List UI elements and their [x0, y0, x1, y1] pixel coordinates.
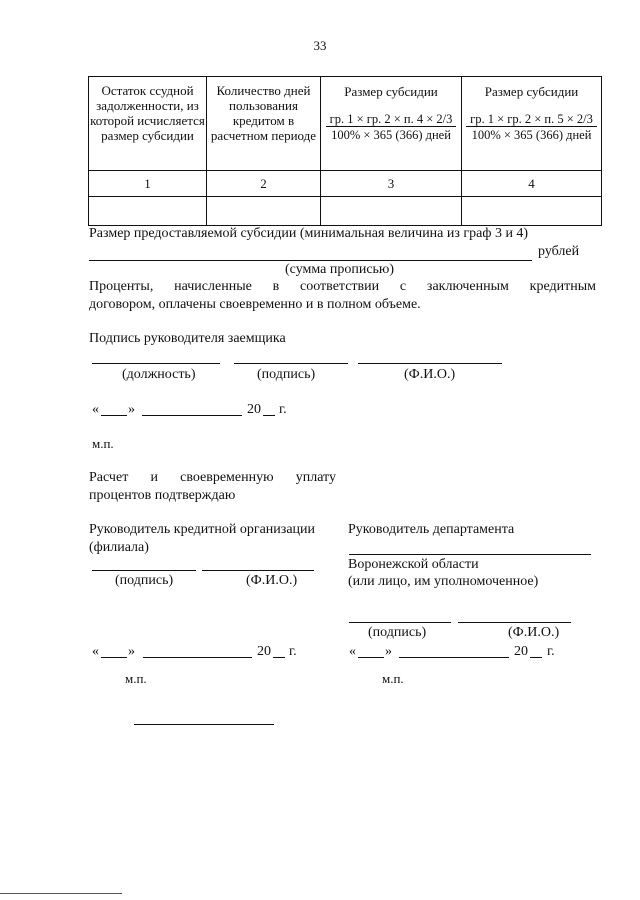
seal-place: м.п.: [92, 436, 114, 451]
table-row-divider: [88, 170, 602, 171]
credit-org-signature-line: [92, 570, 196, 571]
table-row-divider: [88, 196, 602, 197]
day-blank: [101, 415, 127, 416]
borrower-signature-title: Подпись руководителя заемщика: [89, 331, 286, 346]
column-number: 1: [144, 176, 151, 191]
seal-place-right: м.п.: [382, 671, 404, 686]
rubles-label: рублей: [538, 244, 580, 259]
sum-in-words-caption: (сумма прописью): [285, 262, 395, 277]
month-blank: [143, 657, 252, 658]
table-border-top: [88, 76, 602, 77]
confirm-line1: Расчет и своевременную уплату: [89, 470, 336, 485]
department-head-line1: Руководитель департамента: [348, 522, 515, 537]
department-underline: [349, 554, 591, 555]
formula-4-numerator: гр. 1 × гр. 2 × п. 5 × 2/3: [470, 112, 593, 126]
formula-3-denominator: 100% × 365 (366) дней: [331, 128, 451, 142]
table-border-left: [88, 76, 89, 225]
department-signature-caption: (подпись): [368, 625, 427, 640]
seal-place-left: м.п.: [125, 671, 147, 686]
department-signature-line: [349, 622, 451, 623]
table-header-balance: Остаток ссудной задолженности, из которой исчисляется размер субсидии: [90, 83, 205, 143]
closing-rule: [134, 724, 274, 725]
quote-close: »: [128, 402, 135, 417]
year-prefix: 20: [247, 402, 261, 417]
fio-line: [358, 363, 502, 364]
subsidy-amount-label: Размер предоставляемой субсидии (минимальная величина из граф 3 и 4): [89, 226, 529, 241]
formula-3-fraction-bar: [326, 126, 456, 127]
quote-open: «: [92, 402, 99, 417]
credit-org-fio-caption: (Ф.И.О.): [246, 573, 298, 588]
credit-org-fio-line: [202, 570, 314, 571]
department-head-line3: (или лицо, им уполномоченное): [348, 574, 539, 589]
department-head-line2: Воронежской области: [348, 557, 479, 572]
year-blank: [273, 657, 285, 658]
formula-3-numerator: гр. 1 × гр. 2 × п. 4 × 2/3: [329, 112, 453, 126]
quote-close: »: [385, 644, 392, 659]
footer-rule: [0, 893, 122, 894]
column-number: 4: [528, 176, 535, 191]
credit-org-signature-caption: (подпись): [115, 573, 174, 588]
quote-open: «: [92, 644, 99, 659]
interest-paragraph-line2: договором, оплачены своевременно и в полном объеме.: [89, 297, 421, 312]
table-header-subsidy-3: Размер субсидии: [344, 84, 438, 99]
credit-org-head-line2: (филиала): [89, 540, 149, 555]
department-fio-line: [458, 622, 571, 623]
year-suffix: г.: [279, 402, 287, 417]
position-caption: (должность): [122, 367, 196, 382]
year-prefix: 20: [257, 644, 271, 659]
table-header-days: Количество дней пользования кредитом в расчетном периоде: [210, 83, 317, 143]
signature-line: [234, 363, 348, 364]
formula-4-fraction-bar: [466, 126, 597, 127]
table-header-subsidy-4: Размер субсидии: [484, 84, 579, 99]
column-number: 3: [387, 176, 395, 191]
quote-open: «: [349, 644, 356, 659]
signature-caption: (подпись): [257, 367, 316, 382]
year-suffix: г.: [547, 644, 555, 659]
year-blank: [530, 657, 542, 658]
confirm-line2: процентов подтверждаю: [89, 488, 236, 503]
amount-underline: [89, 260, 532, 261]
fio-caption: (Ф.И.О.): [404, 367, 456, 382]
month-blank: [399, 657, 509, 658]
table-col-divider: [206, 76, 207, 225]
year-prefix: 20: [514, 644, 528, 659]
year-blank: [263, 415, 275, 416]
credit-org-head-line1: Руководитель кредитной организации: [89, 522, 316, 537]
interest-paragraph-line1: Проценты, начисленные в соответствии с заключенным кредитным: [89, 279, 596, 294]
day-blank: [358, 657, 384, 658]
position-line: [92, 363, 220, 364]
year-suffix: г.: [289, 644, 297, 659]
column-number: 2: [260, 176, 267, 191]
formula-4-denominator: 100% × 365 (366) дней: [471, 128, 592, 142]
table-border-right: [601, 76, 602, 225]
page-number: 33: [313, 38, 327, 53]
quote-close: »: [128, 644, 135, 659]
day-blank: [101, 657, 127, 658]
month-blank: [142, 415, 242, 416]
department-fio-caption: (Ф.И.О.): [508, 625, 560, 640]
